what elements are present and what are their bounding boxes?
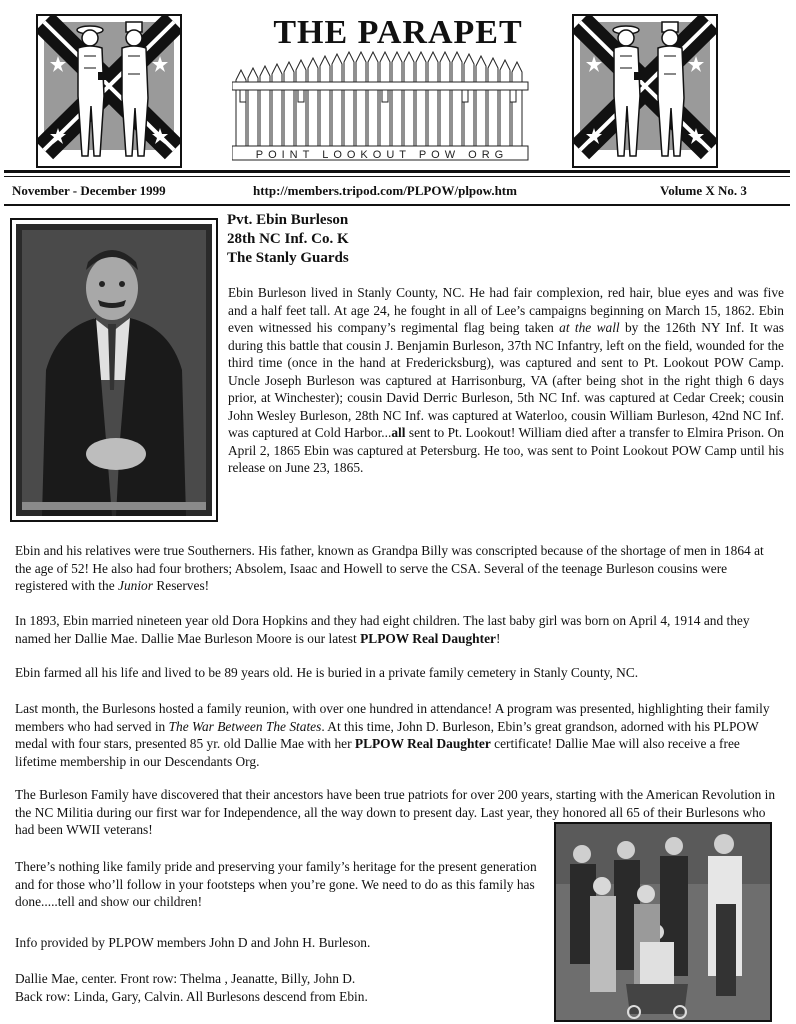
p2-text-2: Reserves!	[152, 578, 210, 593]
confederate-soldiers-flag-icon	[574, 16, 716, 166]
article-title	[227, 211, 527, 268]
p5-text-3: certificate! Dallie Mae will also receive a free lifetime membership in our Descendants Org.	[15, 736, 740, 769]
p5-text-1: Last month, the Burlesons hosted a family reunion, with over one hundred in attendance! A program was presented, highlighting their family members who had served in	[15, 701, 770, 734]
p3-bold-text: PLPOW Real Daughter	[360, 630, 496, 646]
portrait-of-ebin-burleson	[12, 220, 216, 520]
p2-italic-text: Junior	[118, 578, 153, 593]
p5-italic-text: The War Between The States	[168, 718, 322, 734]
paragraph-patriots: The Burleson Family have discovered that their ancestors have been true patriots for over 200 years, starting with the American Revolution in the NC Militia during our first war for Independence, all the way down to present day. Last year, they honored all 65 of their Burlesons who had been WWII veterans!	[15, 787, 776, 837]
masthead-rule-top-thin	[4, 176, 790, 177]
article-title-company: The Stanly Guards	[227, 250, 349, 266]
masthead-rule-bottom	[4, 204, 790, 206]
photo-caption-line2: Back row: Linda, Gary, Calvin. All Burlesons descend from Ebin.	[15, 988, 368, 1004]
paragraph-info-provided: Info provided by PLPOW members John D and John H. Burleson.	[15, 935, 371, 950]
issue-info-row	[0, 180, 796, 204]
photo-caption	[15, 970, 555, 1005]
logo-left	[36, 14, 182, 168]
burleson-family-group-photo	[556, 824, 770, 1020]
family-group-photo	[554, 822, 772, 1022]
paragraph-marriage	[15, 612, 783, 647]
photo-caption-line1: Dallie Mae, center. Front row: Thelma , Jeanatte, Billy, John D.	[15, 971, 356, 986]
bio-text-1: Ebin Burleson lived in Stanly County, NC. He had fair complexion, red hair, blue eyes and was five and a half feet tall. At age 24, he fought in all of Lee’s campaigns beginning on March 15, 1862. Ebin even witnessed his company’s regimental flag being taken	[228, 285, 784, 335]
bio-text-3: sent to Pt. Lookout! William died after a transfer to Elmira Prison. On April 2, 1865 Ebin was captured at Petersburg. He too, was sent to Point Lookout POW Camp until his release on June 23, 1865.	[228, 425, 785, 475]
logo-right	[572, 14, 718, 168]
bio-text-2: by the 126th NY Inf. It was during this battle that cousin J. Benjamin Burleson, 37th NC Infantry, left on the field, wounded for the third time (once in the hand at Fredericksburg), was captured and sent to Pt. Lookout POW Camp. Uncle Joseph Burleson was captured at Harrisonburg, VA (after being shot in the right thigh 6 days prior, at Winchester); cousin David Derric Burleson, 5th NC Inf. was captured at Cedar Creek; cousin John Wesley Burleson, 28th NC Inf. was captured at Waterloo, cousin William Burleson, 42nd NC Inf. was captured at Cold Harbor...	[228, 320, 784, 440]
paragraph-reunion	[15, 700, 783, 770]
paragraph-farmed: Ebin farmed all his life and lived to be 89 years old. He is buried in a private family cemetery in Stanly County, NC.	[15, 665, 639, 680]
bio-bold-text: all	[391, 425, 406, 440]
p5-text-2: . At this time, John D. Burleson, Ebin’s great grandson, adorned with his PLPOW medal with four stars, presented 85 yr. old Dallie Mae with her	[15, 718, 759, 751]
article-title-name: Pvt. Ebin Burleson	[227, 212, 349, 228]
issue-date: November - December 1999	[12, 183, 166, 198]
fence-caption: POINT LOOKOUT POW ORG	[255, 149, 509, 161]
paragraph-family-pride: There’s nothing like family pride and preserving your family’s heritage for the present generation and for those who’ll follow in your footsteps when you’re gone. We need to do as this family has done.....tell and show our children!	[15, 859, 537, 909]
article-title-unit: 28th NC Inf. Co. K	[227, 231, 349, 247]
bio-italic-text: at the wall	[559, 320, 620, 335]
masthead-rule-top	[4, 170, 790, 173]
bio-paragraph	[228, 284, 784, 477]
p3-text-1: In 1893, Ebin married nineteen year old Dora Hopkins and they had eight children. The last baby girl was born on April 4, 1914 and they named her Dallie Mae. Dallie Mae Burleson Moore is our latest	[15, 613, 750, 646]
newsletter-title: THE PARAPET	[273, 14, 523, 51]
p3-text-2: !	[495, 630, 501, 646]
confederate-soldiers-flag-icon	[38, 16, 180, 166]
portrait-photo	[10, 218, 218, 522]
p5-bold-text: PLPOW Real Daughter	[354, 736, 491, 751]
p2-text-1: Ebin and his relatives were true Southerners. His father, known as Grandpa Billy was conscripted because of the shortage of men in 1864 at the age of 52! He also had four brothers; Absolem, Isaac and Howell to serve the CSA. Several of the teenage Burleson cousins were registered with the	[15, 543, 764, 593]
website-url[interactable]: http://members.tripod.com/PLPOW/plpow.htm	[253, 183, 517, 198]
paragraph-southerners	[15, 542, 783, 595]
volume-number: Volume X No. 3	[660, 183, 747, 198]
